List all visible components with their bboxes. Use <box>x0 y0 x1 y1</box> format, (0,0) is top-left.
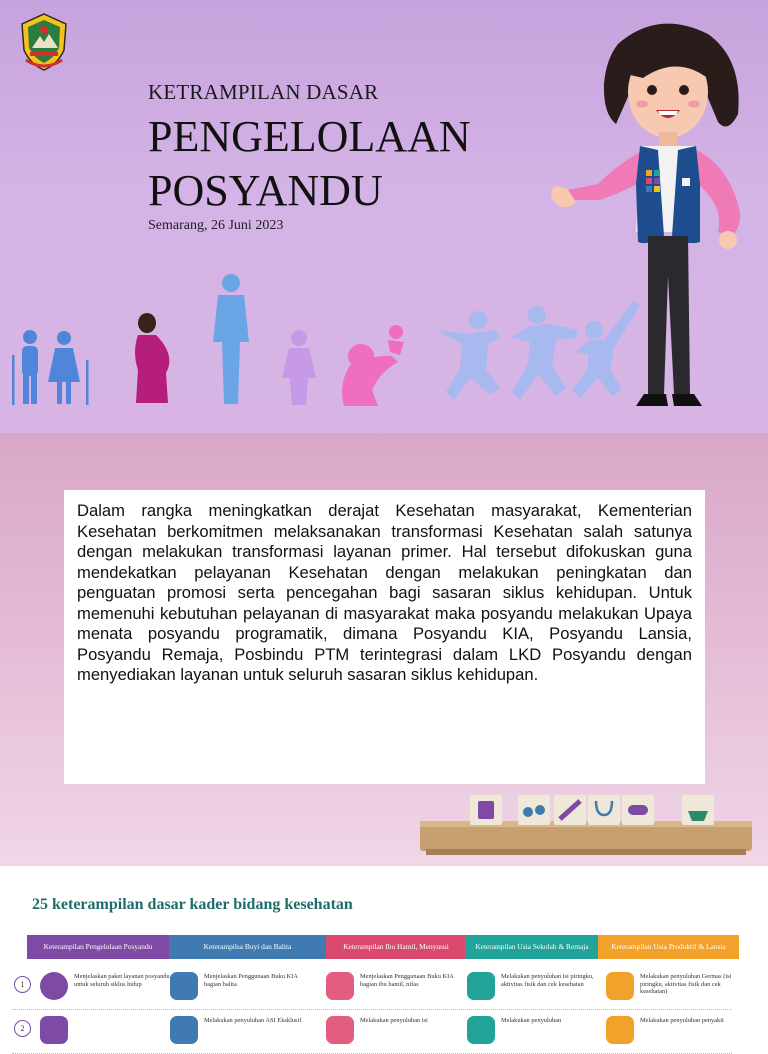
title-line-1: PENGELOLAAN <box>148 112 471 161</box>
health-cadre-character <box>548 14 758 416</box>
skills-title: 25 keterampilan dasar kader bidang kesehatan <box>32 896 353 913</box>
province-emblem-logo <box>18 12 70 72</box>
skill-category-header <box>27 935 739 959</box>
health-talk-icon <box>467 1016 495 1044</box>
cutlery-icon <box>467 972 495 1000</box>
intro-section <box>0 433 768 866</box>
page-title <box>148 110 471 218</box>
food-plate-icon <box>326 1016 354 1044</box>
skill-text: Menjelaskan Penggunaan Buku KIA bagian balita <box>204 973 298 988</box>
home-cycle-icon <box>40 972 68 1000</box>
category-ibu-hamil: Keterampilan Ibu Hamil, Menyusui <box>326 935 466 959</box>
kia-book-icon <box>170 972 198 1000</box>
skill-row <box>12 966 732 1010</box>
running-person-icon <box>606 972 634 1000</box>
skill-text: Menjelaskan Penggunaan Buku KIA bagian ibu hamil, nifas <box>360 973 454 988</box>
skill-text: Melakukan penyuluhan Germas (isi piringku, aktivitas fisik dan cek kesehatan) <box>640 973 732 996</box>
medical-blocks-rack <box>420 783 752 873</box>
skill-text: Melakukan penyuluhan isi <box>360 1017 428 1024</box>
row-number: 2 <box>14 1020 31 1037</box>
category-pengelolaan: Keterampilan Pengelolaan Posyandu <box>27 935 169 959</box>
category-usia-produktif: Keterampilan Usia Produktif & Lansia <box>598 935 739 959</box>
skill-rows <box>0 966 768 1054</box>
skill-text: Melakukan penyuluhan penyakit <box>640 1017 724 1024</box>
category-bayi-balita: Keterampilsa Buyi dan Balita <box>169 935 326 959</box>
breastfeeding-icon <box>170 1016 198 1044</box>
skill-text: Melakukan penyuluhan ASI Eksklusif <box>204 1017 302 1024</box>
disease-info-icon <box>606 1016 634 1044</box>
kia-book-icon <box>326 972 354 1000</box>
skill-text: Melakukan penyuluhan <box>501 1017 562 1024</box>
row-number: 1 <box>14 976 31 993</box>
skill-text: Melakukan penyuluhan isi piringku, aktivitas fisik dan cek kesehatan <box>501 973 594 988</box>
subtitle: KETRAMPILAN DASAR <box>148 80 379 104</box>
skill-row <box>12 1010 732 1054</box>
dateline: Semarang, 26 Juni 2023 <box>148 218 284 233</box>
clipboard-icon <box>40 1016 68 1044</box>
skills-section <box>0 866 768 1033</box>
category-usia-sekolah: Keterampilan Usia Sekolah & Remaja <box>466 935 598 959</box>
skill-text: Menjelaskan paket layanan posyandu untuk seluruh siklus hidup <box>74 973 170 988</box>
hero-section <box>0 0 768 433</box>
title-line-2: POSYANDU <box>148 166 383 215</box>
intro-textbox <box>64 490 705 784</box>
intro-paragraph: Dalam rangka meningkatkan derajat Kesehatan masyarakat, Kementerian Kesehatan berkomitmen melaksanakan transformasi Kesehatan salah satunya dengan melakukan transformasi layanan primer. Hal tersebut difokuskan guna mendekatkan pelayanan Kesehatan dengan melakukan peningkatan dan penguatan promosi serta pencegahan bagi sasaran siklus kehidupan. Untuk memenuhi kebutuhan pelayanan di masyarakat maka posyandu melakukan Upaya menata posyandu programatik, dimana Posyandu KIA, Posyandu Lansia, Posyandu Remaja, Posbindu PTM terintegrasi dalam LKD Posyandu dengan menyediakan layanan untuk seluruh sasaran siklus kehidupan. <box>77 501 692 684</box>
